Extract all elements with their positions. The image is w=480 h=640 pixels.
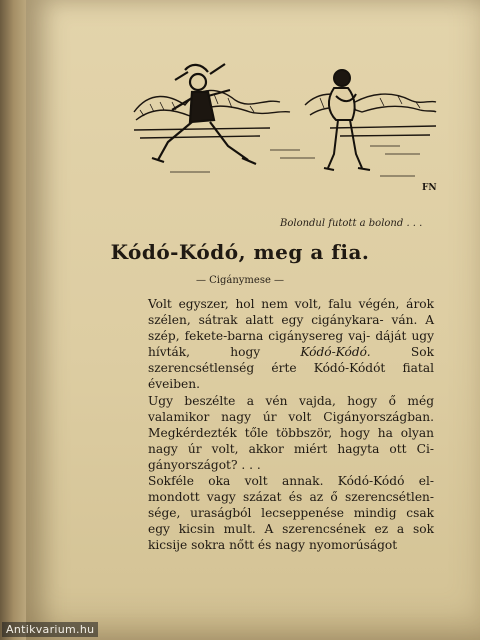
- story-illustration: [130, 50, 440, 200]
- text-line: Volt egyszer, hol nem volt, falu végén,: [148, 297, 400, 311]
- ground-hatching: [170, 146, 420, 176]
- illustration-caption: Bolondul futott a bolond . . .: [280, 218, 423, 229]
- standing-figure: [324, 70, 370, 170]
- running-jester-figure: [152, 64, 256, 164]
- paragraph-1: [148, 296, 434, 393]
- paragraph-2: [148, 393, 434, 473]
- text-line: dáját ugy hívták, hogy: [148, 329, 434, 360]
- text-line: egy kicsin mult. A szerencsének ez a sok: [148, 522, 434, 537]
- text-line: nagy úr volt, akkor miért hagyta ott Ci-: [148, 441, 434, 456]
- text-line: szerencsétlenség érte Kódó-Kódót fiatal: [148, 361, 434, 376]
- text-line: gányországot? . . .: [148, 457, 261, 472]
- hills-drawing: [134, 90, 436, 138]
- story-subtitle: — Cigánymese —: [195, 275, 285, 286]
- text-line: valamikor nagy úr volt Cigányországban.: [148, 409, 434, 424]
- text-line: kicsije sokra nőtt és nagy nyomorúságot: [148, 538, 398, 553]
- text-line: ván. A szép, fekete-barna cigánysereg vaj-: [148, 313, 435, 344]
- text-line: Megkérdezték tőle többször, hogy ha olyan: [148, 425, 434, 440]
- paragraph-3: [148, 473, 434, 553]
- watermark-logo: Antikvarium.hu: [2, 622, 98, 637]
- text-line: Sok: [370, 345, 434, 360]
- emphasis-name: Kódó-Kódó.: [300, 345, 371, 360]
- text-line: Sokféle oka volt annak. Kódó-Kódó el-: [148, 474, 434, 489]
- text-line: éveiben.: [148, 377, 200, 392]
- text-line: sége, uraságból lecseppenése mindig csak: [148, 506, 434, 521]
- story-body: [148, 296, 434, 554]
- text-line: mondott vagy százat és az ő szerencsétlen-: [148, 490, 434, 505]
- story-title: Kódó-Kódó, meg a fia.: [110, 240, 370, 264]
- text-line: árok szélen, sátrak alatt egy cigánykara-: [148, 297, 434, 328]
- text-line: Ugy beszélte a vén vajda, hogy ő még: [148, 393, 434, 408]
- artist-signature: FN: [422, 183, 437, 193]
